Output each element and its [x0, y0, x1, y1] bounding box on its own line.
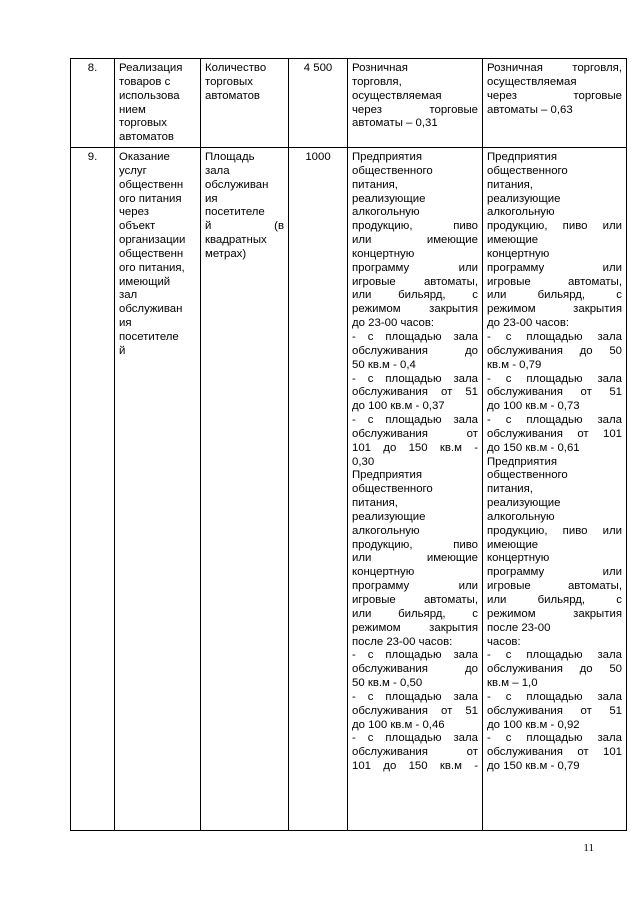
text-line: объект [119, 220, 156, 233]
current-coefficient-text [352, 151, 478, 774]
text-line: Реализация [119, 62, 183, 74]
text-line: Площадь [205, 151, 255, 163]
text-line: Предприятия [487, 455, 558, 468]
text-line: ого питания [119, 192, 182, 205]
text-line: Предприятия [487, 151, 558, 163]
text-line: программу или [352, 580, 478, 593]
text-line: режимом закрытия [487, 303, 622, 316]
text-line: общественного [487, 469, 568, 482]
text-line: - с площадью зала [487, 330, 622, 343]
activity-cell [115, 148, 201, 831]
text-line: - с площадью зала [487, 372, 622, 385]
text-line: до 100 кв.м - 0,37 [352, 400, 445, 413]
text-line: - с площадью зала [352, 414, 478, 427]
text-line: игровые автоматы, [487, 580, 622, 593]
text-line: посетителе [205, 206, 265, 219]
indicator-text [205, 62, 284, 104]
text-line: продукцию, пиво [352, 538, 478, 551]
text-line: квадратных [205, 234, 267, 247]
text-line: алкогольную [352, 524, 420, 537]
text-line: 101 до 150 кв.м - [352, 760, 478, 773]
text-line: посетителе [119, 330, 179, 343]
text-line: реализующие [352, 192, 426, 205]
text-line: до 23-00 часов: [487, 317, 570, 330]
text-line: общественн [119, 247, 184, 260]
text-line: торговых [119, 117, 167, 130]
coefficients-table [70, 58, 627, 831]
text-line: 50 кв.м - 0,50 [352, 677, 423, 690]
text-line: Розничная [352, 62, 408, 74]
text-line: ия [205, 192, 218, 205]
text-line: после 23-00 [487, 621, 551, 634]
text-line: концертную [352, 247, 415, 260]
text-line: Предприятия [352, 151, 423, 163]
activity-cell [115, 59, 201, 148]
text-line: до 100 кв.м - 0,46 [352, 718, 445, 731]
text-line: концертную [487, 247, 550, 260]
text-line: обслуживания от 101 [487, 746, 622, 759]
text-line: - с площадью зала [352, 649, 478, 662]
activity-text [119, 151, 196, 359]
text-line: обслуживания от [352, 427, 478, 440]
text-line: или бильярд, с [487, 594, 622, 606]
proposed-coefficient-cell [483, 148, 627, 831]
text-line: - с площадью зала [487, 732, 622, 745]
text-line: - с площадью зала [487, 690, 622, 703]
text-line: продукцию, пиво или [487, 524, 622, 537]
text-line: - с площадью зала [487, 414, 622, 427]
current-coefficient-text [352, 62, 478, 131]
text-line: через торговые [487, 89, 622, 102]
text-line: торговых [205, 75, 253, 88]
text-line: до 100 кв.м - 0,73 [487, 400, 580, 413]
text-line: обслуживан [119, 303, 183, 316]
text-line: - с площадью зала [352, 690, 478, 703]
text-line: или бильярд, с [352, 607, 478, 620]
row-number-cell [71, 148, 115, 831]
indicator-cell [201, 59, 289, 148]
text-line: автоматов [205, 89, 260, 102]
row-number: 8. [87, 62, 98, 74]
text-line: 50 кв.м - 0,4 [352, 358, 416, 371]
base-value-cell [289, 148, 348, 831]
text-line: или бильярд, с [352, 289, 478, 302]
text-line: ия [119, 317, 132, 330]
text-line: алкогольную [487, 206, 555, 219]
text-line: торговля, [352, 75, 402, 88]
text-line: обслуживания до [352, 344, 478, 357]
text-line: программу или [487, 566, 622, 579]
text-line: продукцию, пиво [352, 220, 478, 233]
text-line: общественного [487, 164, 568, 177]
text-line: Предприятия [352, 469, 423, 482]
base-value-cell [289, 59, 348, 148]
text-line: нием [119, 103, 146, 116]
text-line: организации [119, 234, 186, 247]
text-line: обслуживания до 50 [487, 663, 622, 676]
text-line: метрах) [205, 247, 247, 260]
text-line: игровые автоматы, [352, 594, 478, 606]
text-line: 0,30 [352, 455, 375, 468]
proposed-coefficient-cell [483, 59, 627, 148]
text-line: обслуживания от 51 [352, 704, 478, 717]
text-line: реализующие [487, 192, 561, 205]
current-coefficient-cell [348, 148, 483, 831]
text-line: алкогольную [487, 510, 555, 523]
text-line: программу или [352, 261, 478, 274]
text-line: питания, [352, 497, 398, 510]
table-row [71, 148, 627, 831]
text-line: й [119, 344, 126, 357]
text-line: концертную [352, 566, 415, 579]
text-line: Количество [205, 62, 267, 74]
text-line: - с площадью зала [352, 372, 478, 385]
text-line: общественного [352, 164, 433, 177]
text-line: концертную [487, 552, 550, 565]
row-number-cell [71, 59, 115, 148]
text-line: режимом закрытия [352, 621, 478, 634]
text-line: осуществляемая [487, 75, 577, 88]
text-line: имеющие [487, 234, 539, 247]
text-line: Оказание [119, 151, 170, 163]
text-line: через [119, 206, 149, 219]
text-line: продукцию, пиво или [487, 220, 622, 233]
text-line: игровые автоматы, [352, 275, 478, 288]
text-line: обслуживания от 51 [487, 386, 622, 399]
text-line: обслуживания от 51 [352, 386, 478, 399]
text-line: режимом закрытия [352, 303, 478, 316]
activity-text [119, 62, 196, 145]
base-value: 4 500 [303, 62, 333, 74]
text-line: кв.м – 1,0 [487, 677, 538, 690]
text-line: или имеющие [352, 552, 478, 565]
text-line: обслуживания от [352, 746, 478, 759]
row-number: 9. [87, 151, 98, 163]
table-row [71, 59, 627, 148]
text-line: режимом закрытия [487, 607, 622, 620]
text-line: - с площадью зала [487, 649, 622, 662]
text-line: автоматы – 0,63 [487, 103, 573, 116]
text-line: й (в [205, 220, 284, 233]
text-line: до 150 кв.м - 0,79 [487, 760, 580, 773]
text-line: питания, [487, 483, 533, 496]
proposed-coefficient-text [487, 151, 622, 774]
text-line: - с площадью зала [352, 330, 478, 343]
text-line: обслуживания от 101 [487, 427, 622, 440]
text-line: до 100 кв.м - 0,92 [487, 718, 580, 731]
text-line: питания, [487, 178, 533, 191]
text-line: обслуживания до [352, 663, 478, 676]
text-line: игровые автоматы, [487, 275, 622, 288]
base-value: 1000 [305, 151, 331, 163]
page-number: 11 [583, 842, 594, 854]
text-line: или имеющие [352, 234, 478, 247]
indicator-text [205, 151, 284, 262]
text-line: до 23-00 часов: [352, 317, 435, 330]
text-line: автоматы – 0,31 [352, 117, 438, 130]
text-line: после 23-00 часов: [352, 635, 453, 648]
text-line: ого питания, [119, 261, 185, 274]
text-line: часов: [487, 635, 521, 648]
text-line: питания, [352, 178, 398, 191]
text-line: осуществляемая [352, 89, 442, 102]
text-line: обслуживания до 50 [487, 344, 622, 357]
text-line: автоматов [119, 131, 174, 144]
text-line: реализующие [487, 497, 561, 510]
text-line: - с площадью зала [352, 732, 478, 745]
text-line: зал [119, 289, 138, 302]
text-line: общественного [352, 483, 433, 496]
text-line: имеющий [119, 275, 171, 288]
text-line: до 150 кв.м - 0,61 [487, 441, 580, 454]
proposed-coefficient-text [487, 62, 622, 117]
text-line: использова [119, 89, 180, 102]
text-line: обслуживан [205, 178, 269, 191]
text-line: общественн [119, 178, 184, 191]
text-line: алкогольную [352, 206, 420, 219]
text-line: кв.м - 0,79 [487, 358, 542, 371]
text-line: 101 до 150 кв.м - [352, 441, 478, 454]
text-line: реализующие [352, 510, 426, 523]
text-line: программу или [487, 261, 622, 274]
text-line: Розничная торговля, [487, 62, 622, 74]
indicator-cell [201, 148, 289, 831]
text-line: имеющие [487, 538, 539, 551]
text-line: или бильярд, с [487, 289, 622, 302]
text-line: услуг [119, 164, 147, 177]
text-line: через торговые [352, 103, 478, 116]
current-coefficient-cell [348, 59, 483, 148]
text-line: обслуживания от 51 [487, 704, 622, 717]
text-line: товаров с [119, 75, 171, 88]
text-line: зала [205, 164, 230, 177]
